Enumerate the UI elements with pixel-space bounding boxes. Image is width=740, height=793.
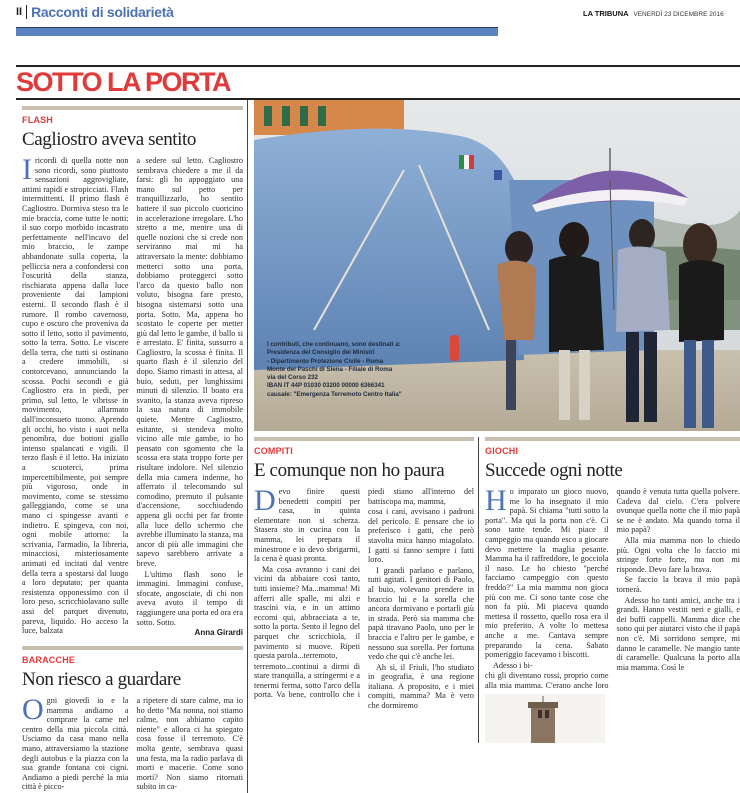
article-body-text: L'ultimo flash sono le immagini. Immagini confuse, sfocate, angosciate, di chi non aveva avuto il tempo di raggiungere una porta ed ora era sotto. Sotto. xyxy=(137,570,244,628)
right-column xyxy=(248,100,740,793)
article-body-text: Adesso i bi- xyxy=(485,661,609,671)
article-headline: Non riesco a guardare xyxy=(22,668,243,691)
article-body-text: Adesso ho tanti amici, anche tra i grandi. Hanno vestiti neri e gialli, e dei buffi cappelli. Mamma dice che sono qui per aiutarci visto che il papà non c'è. Mi sorridono sempre, mi danno le caramelle. Ne mangio tante di caramelle. Qualcuna la porto alla mia mamma. Così le xyxy=(617,596,740,673)
drop-cap: D xyxy=(254,488,276,514)
header-color-bar xyxy=(16,27,498,36)
caption-line: IBAN IT 44P 01030 03200 00000 6366341 xyxy=(267,382,467,390)
caption-line: Monte dei Paschi di Siena - Filiale di Roma xyxy=(267,366,467,374)
article-kicker: COMPITI xyxy=(254,446,474,457)
caption-line: I contributi, che continuano, sono destinati a: xyxy=(267,341,467,349)
page-grid xyxy=(0,100,740,793)
article-giochi xyxy=(479,437,740,743)
newspaper-dateline xyxy=(583,9,724,18)
page-number: II xyxy=(16,5,27,19)
article-body xyxy=(22,696,243,792)
bell-tower-photo xyxy=(485,694,740,743)
caption-line: Presidenza del Consiglio dei Ministri xyxy=(267,349,467,357)
article-body-text: I grandi parlano e parlano, tutti agitati. I genitori di Paolo, al buio, volevano prendere in braccio lui e la sorella che ancora dormivano e portarli giù in strada. Però sia mamma che papà tiravano Paolo, uno per le braccia e l'altro per le gambe, e nessuno sua sorella. Per fortuna vedo che qui c'è anche lei. xyxy=(368,566,474,662)
article-body-text: o imparato un gioco nuovo, me lo ha insegnato il mio papà. Si chiama "tutti sotto la porta". Ma qui la porta non c'è. Ci sono tante tende. Mi piace il campeggio ma quando esco a giocare devo mettere la maglia pesante. Mamma ha il raffreddore, le gocciola il naso. Le ho chiesto "perché facciamo campeggio con questo freddo?" La mia mamma non gioca più con me. Ci sono tante cose che non fa più. Mi piaceva quando mettesa il rossetto, quello rosa era il mio preferito. A volte lo mettesa anche a me. Cantava sempre preparando la cena. Sabato pomeriggio facevamo i biscotti. xyxy=(485,487,609,659)
drop-cap: H xyxy=(485,488,507,514)
article-body-text: Ma cosa avranno i cani dei vicini da abbaiare così tanto, tutti insieme? Ma...mamma! Mi afferri alle spalle, mi alzi e trascini via, e in un attimo eccomi qui, abbracciata a te, sotto la porta. Sento il legno del parquet che scricchiola, il pavimento si muove. Ripeti questa parola...terremoto, xyxy=(254,565,360,661)
drop-cap: I xyxy=(22,157,32,183)
bottom-articles xyxy=(254,437,740,743)
article-baracche xyxy=(22,646,243,792)
article-kicker: BARACCHE xyxy=(22,655,243,666)
italian-flag-icon xyxy=(459,155,474,169)
article-headline: E comunque non ho paura xyxy=(254,459,474,482)
article-kicker: GIOCHI xyxy=(485,446,740,457)
article-body-text: chi gli diventano rossi, proprio come alla mia mamma. C'erano anche loro quando è venuta tutta quella polvere. Cadeva dal cielo. C'era polvere ovunque quella notte che il mio papà se ne è andato. Ma quando torna il mio papà? xyxy=(485,487,740,690)
article-top-bar xyxy=(254,437,474,441)
eu-flag-icon xyxy=(494,170,502,180)
drop-cap: O xyxy=(22,697,44,723)
masthead-row xyxy=(0,0,740,27)
masthead xyxy=(16,4,174,20)
article-headline: Cagliostro aveva sentito xyxy=(22,128,243,151)
article-body xyxy=(254,487,474,711)
article-body-text: Se faccio la brava il mio papà tornerà. xyxy=(617,575,740,594)
article-body-text: Ah sì, il Friuli, l'ho studiato in geografia, è una regione italiana. A proposito, e i miei compiti, mamma? Ma è vero che dormiremo xyxy=(368,663,474,711)
article-body-text: terremoto...continui a dirmi di stare tranquilla, a stringermi e a tenermi ferma, sotto l'arco della porta. Va bene, controllo che i piedi stiano all'interno del battiscopa ma, mamma, xyxy=(254,487,474,711)
caption-line: via del Corso 232 xyxy=(267,374,467,382)
article-top-bar xyxy=(22,646,243,650)
bell-tower-icon xyxy=(485,694,605,743)
article-body xyxy=(485,487,740,690)
article-body-text: Alla mia mamma non lo chiedo più. Ogni volta che lo faccio mi stringe forte forte, ma non mi risponde. Devo fare la brava. xyxy=(617,536,740,574)
article-body-text: evo finire questi benedetti compiti per casa, in quinta elementare non si scherza. Stasera sto in cucina con la mamma, lei prepara il minestrone e io devo sbrigarmi, la cena è quasi pronta. xyxy=(254,487,360,563)
article-kicker: FLASH xyxy=(22,115,243,126)
article-body-text: a ripetere di stare calme, ma io ho detto "Ma nonna, noi stiamo calme, non abbiamo capito niente" e allora ci ha spiegato cosa fosse il terremoto. C'è molta gente, sembrava quasi una festa, ma la radio parlava di morti e macerie. Come sono morti? Non siamo ritornati subito in ca- xyxy=(137,696,244,792)
article-body-text: a sedere sul letto. Cagliostro sembrava chiedere a me il da farsi: gli ho appoggiato una mano sul petto per tranquillizzarlo, ho sentito battere il suo piccolo cuoricino in accelerazione irregolare. L'ho stretto a me, mentre una di quelle nozioni che si crede non serviranno mai mi ha attraversato la mente: dobbiamo metterci sotto una porta, dobbiamo proteggerci sotto l'arco da questo ballo non voluto, bisogna fare presto, bisogna sistemarsi sotto una porta. Sotto. Ma, appena ho scostato le coperte per metter giù dal letto le gambe, il ballo si è arrestato. E' finita, sussurro a Cagliostro, la scossa è finita. Il quarto flash è il silenzio del dopo. Siamo rimasti in attesa, al buio, seduti, per lunghissimi minuti di silenzio. Il boato era svanito, la stanza aveva ripreso la sua natura di immobile quiete. Mentre Cagliostro, esitante, si stendeva molto vicino alle mie gambe, io ho pensato con sgomento che la scossa era stata troppo forte per risultare indolore. Nel silenzio della mia camera indenne, ho afferrato il telecomando sul comodino, premuto il pulsante d'accensione, socchiudendo appena gli occhi per far fronte alla luce dello schermo che avrebbe illuminato la stanza, ma ancor di più alle immagini che sapevo sarebbero arrivate a breve. xyxy=(137,156,244,569)
newspaper-name: LA TRIBUNA xyxy=(583,9,629,18)
article-top-bar xyxy=(485,437,740,441)
article-headline: Succede ogni notte xyxy=(485,459,740,482)
left-column xyxy=(0,100,248,793)
article-compiti xyxy=(254,437,479,743)
article-top-bar xyxy=(22,106,243,110)
caption-line: - Dipartimento Protezione Civile - Roma xyxy=(267,358,467,366)
banner xyxy=(16,65,740,100)
article-flash xyxy=(22,106,243,638)
section-title: Racconti di solidarietà xyxy=(31,4,173,20)
article-body-text: cosa i cani, avvisano i padroni del pericolo. E pensare che io preferisco i gatti, che però stavolta mica hanno miagolato. I gatti si fanno sempre i fatti loro. xyxy=(368,507,474,565)
article-body-text: gni giovedì io e la mamma andiamo a comprare la carne nel centro della mia piccola città. Usciamo da casa mano nella mano, attraversiamo la stazione degli autobus e la piazza con la sua grande fontana coi cigni. Andiamo a piedi perché la mia città è picco- xyxy=(22,696,129,791)
article-body xyxy=(22,156,243,638)
article-byline: Anna Girardi xyxy=(137,628,244,638)
banner-title: SOTTO LA PORTA xyxy=(16,67,740,98)
tent-camp-photo xyxy=(254,100,740,431)
tent-icon xyxy=(254,129,524,370)
donation-caption xyxy=(267,341,467,399)
article-body-text: ricordi di quella notte non sono ricordi, sono piuttosto sensazioni aggrovigliate, attimi rapidi e stropicciati. Flash intermittenti. Il primo flash è Cagliostro. Dormiva steso tra le mie braccia, come tutte le notti: il suo corpo morbido incastrato perfettamente nell'incavo del mio braccio, le zampe abbandonate sulla coperta, la pelliccia nera a confondersi con l'oscurità della stanza, rischiarata appena dalla luce proveniente dai lampioni esterni. Il secondo flash è il rumore. Il rombo cavernoso, cupo e oscuro che proveniva da sotto il letto, sotto il pavimento, sotto la terra. Sotto. Le viscere della terra, che tutti si ostinano a credere immobili, si contorcevano, annunciando la scossa. Pochi secondi e già Cagliostro era in piedi, per primo, sul letto, le vibrisse in movimento, allarmato dall'inconsueto tuono. Aprendo gli occhi, ho visto i suoi nella penombra, due bottoni giallo intenso spalancati e vigili. Il terzo flash è il letto. Ha iniziato a scuoterci, prima impercettibilmente, poi sempre più vigoroso, onde in movimento, come se stessimo galleggiando, come se una mano ci spingesse avanti e indietro. E spingeva, con noi, ogni mobile attorno: la scrivania, l'armadio, la libreria, minacciosi, misteriosamente animati ed incitati dal ventre della terra a spostarsi dal luogo a loro deputato; per quanta resistenza opponessimo con il loro peso, scricchiolavano sulle assi del parquet divenuto, pareva, liquido. Ho acceso la luce, balzata xyxy=(22,156,129,635)
issue-date: VENERDÌ 23 DICEMBRE 2016 xyxy=(633,11,723,18)
caption-line: causale: "Emergenza Terremoto Centro Italia" xyxy=(267,391,467,399)
